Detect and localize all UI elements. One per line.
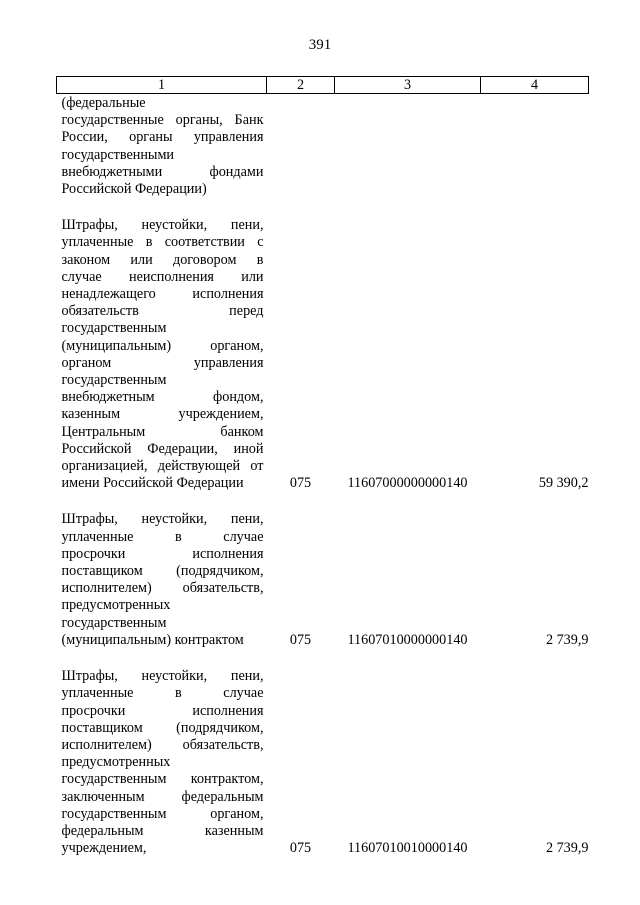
row-name-line: внебюджетным фондом, xyxy=(61,389,264,406)
row-name-line: исполнителем) обязательств, xyxy=(61,736,264,753)
row-revenue-code: 11607000000000140 xyxy=(347,475,468,492)
row-name-line: учреждением, xyxy=(61,840,147,857)
row-name-line: случае неисполнения или xyxy=(61,268,264,285)
table-header-row xyxy=(57,77,589,94)
row-name-line: Штрафы, неустойки, пени, xyxy=(61,668,264,685)
budget-table xyxy=(56,76,589,857)
row-name-line: внебюджетными фондами xyxy=(61,163,264,180)
row-name-line: России, органы управления xyxy=(61,129,264,146)
row-name-line: Российской Федерации, иной xyxy=(61,440,264,457)
row-name-cell xyxy=(57,492,267,649)
column-header-1: 1 xyxy=(57,77,267,94)
row-name-line: уплаченные в случае xyxy=(61,685,264,702)
row-name-line: ненадлежащего исполнения xyxy=(61,286,264,303)
row-name-line: предусмотренных xyxy=(61,754,171,771)
row-name-line: Штрафы, неустойки, пени, xyxy=(61,511,264,528)
row-amount: 59 390,2 xyxy=(538,475,589,492)
row-name-cell xyxy=(57,94,267,199)
row-name-line: органом управления xyxy=(61,354,264,371)
row-name-line: государственным xyxy=(61,320,167,337)
row-admin-code: 075 xyxy=(289,631,312,648)
column-header-4: 4 xyxy=(481,77,589,94)
row-name-line: (федеральные xyxy=(61,95,146,111)
row-name-line: государственным контрактом, xyxy=(61,771,264,788)
row-name-line: организацией, действующей от xyxy=(61,458,264,475)
row-name-line: предусмотренных xyxy=(61,597,171,614)
row-name-line: заключенным федеральным xyxy=(61,788,264,805)
row-name-line: федеральным казенным xyxy=(61,822,264,839)
row-name-line: казенным учреждением, xyxy=(61,406,264,423)
row-name-line: поставщиком (подрядчиком, xyxy=(61,719,264,736)
row-name-line: Штрафы, неустойки, пени, xyxy=(61,217,264,234)
column-header-2: 2 xyxy=(267,77,335,94)
row-amount: 2 739,9 xyxy=(545,840,589,857)
row-name-line: законом или договором в xyxy=(61,251,264,268)
row-name-line: уплаченные в соответствии с xyxy=(61,234,264,251)
page-number: 391 xyxy=(308,37,332,53)
row-amount xyxy=(481,94,589,199)
row-name-line: (муниципальным) контрактом xyxy=(61,631,244,648)
row-name-line: государственным органом, xyxy=(61,805,264,822)
row-name-line: государственным xyxy=(61,372,167,389)
row-name-line: имени Российской Федерации xyxy=(61,475,244,492)
row-name-line: Центральным банком xyxy=(61,423,264,440)
table-row xyxy=(57,649,589,857)
row-name-line: просрочки исполнения xyxy=(61,545,264,562)
row-name-line: поставщиком (подрядчиком, xyxy=(61,563,264,580)
row-name-cell xyxy=(57,649,267,857)
row-name-line: обязательств перед xyxy=(61,303,264,320)
row-revenue-code: 11607010010000140 xyxy=(347,840,468,857)
table-row xyxy=(57,492,589,649)
row-name-line: (муниципальным) органом, xyxy=(61,337,264,354)
row-name-line: Российской Федерации) xyxy=(61,181,207,198)
row-admin-code xyxy=(267,94,335,199)
table-body xyxy=(57,94,589,858)
row-name-cell xyxy=(57,198,267,492)
row-revenue-code xyxy=(335,94,481,199)
row-name-line: государственные органы, Банк xyxy=(61,112,264,129)
row-revenue-code: 11607010000000140 xyxy=(347,631,468,648)
row-name-line: исполнителем) обязательств, xyxy=(61,580,264,597)
column-header-3: 3 xyxy=(335,77,481,94)
row-name-line: государственными xyxy=(61,146,175,163)
row-name-line: государственным xyxy=(61,614,167,631)
row-name-line: просрочки исполнения xyxy=(61,702,264,719)
table-row xyxy=(57,94,589,199)
row-admin-code: 075 xyxy=(289,840,312,857)
row-name-line: уплаченные в случае xyxy=(61,528,264,545)
row-admin-code: 075 xyxy=(289,475,312,492)
row-amount: 2 739,9 xyxy=(545,631,589,648)
table-row xyxy=(57,198,589,492)
